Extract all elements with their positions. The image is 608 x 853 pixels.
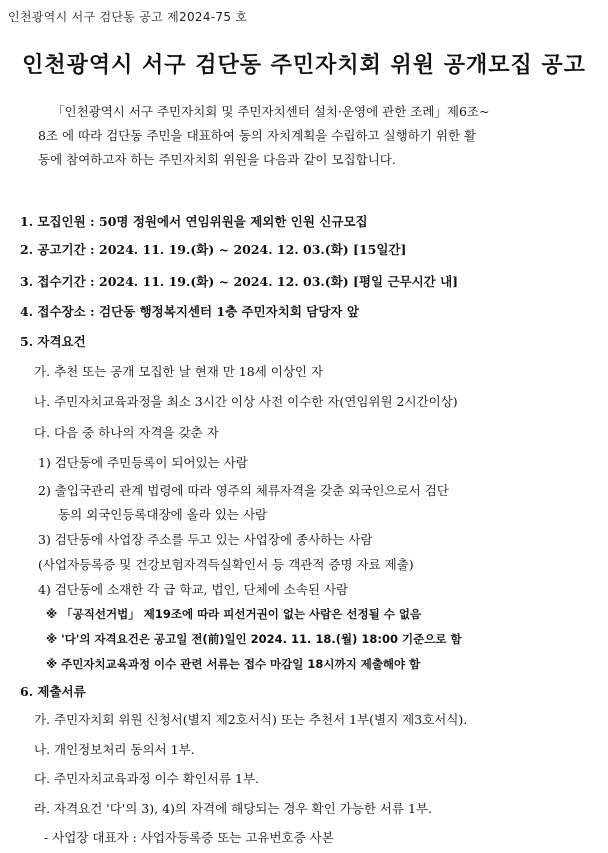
qualification-da-4: 4) 검단동에 소재한 각 급 학교, 법인, 단체에 소속된 사람	[38, 582, 349, 597]
note-criteria-date: ※ '다'의 자격요건은 공고일 전(前)일인 2024. 11. 18.(월) 18:00 기준으로 함	[46, 632, 462, 646]
qualification-da: 다. 다음 중 하나의 자격을 갖춘 자	[34, 425, 219, 440]
intro-paragraph	[38, 100, 580, 172]
qualification-da-3-note: (사업자등록증 및 건강보험자격득실확인서 등 객관적 증명 자료 제출)	[38, 557, 414, 572]
document-ga: 가. 주민자치회 위원 신청서(별지 제2호서식) 또는 추천서 1부(별지 제3호서식).	[34, 712, 468, 727]
qualification-da-2-cont: 동의 외국인등록대장에 올라 있는 사람	[58, 507, 268, 522]
note-education-deadline: ※ 주민자치교육과정 이수 관련 서류는 접수 마감일 18시까지 제출해야 함	[46, 657, 421, 671]
qualification-ga: 가. 추천 또는 공개 모집한 날 현재 만 18세 이상인 자	[34, 364, 324, 379]
item-notice-period: 2. 공고기간 : 2024. 11. 19.(화) ~ 2024. 12. 03.(화) [15일간]	[20, 242, 407, 257]
notice-number: 인천광역시 서구 검단동 공고 제2024-75 호	[8, 10, 248, 24]
intro-line: 동에 참여하고자 하는 주민자치회 위원을 다음과 같이 모집합니다.	[38, 152, 396, 167]
document-na: 나. 개인정보처리 동의서 1부.	[34, 742, 195, 757]
item-required-documents: 6. 제출서류	[20, 684, 86, 699]
qualification-da-2: 2) 출입국관리 관계 법령에 따라 영주의 체류자격을 갖춘 외국인으로서 검단	[38, 483, 449, 498]
note-election-law: ※ 「공직선거법」 제19조에 따라 피선거권이 없는 사람은 선정될 수 없음	[46, 607, 422, 621]
intro-line: 「인천광역시 서구 주민자치회 및 주민자치센터 설치·운영에 관한 조례」제6조~	[52, 104, 490, 119]
item-application-place: 4. 접수장소 : 검단동 행정복지센터 1층 주민자치회 담당자 앞	[20, 304, 359, 319]
intro-line: 8조 에 따라 검단동 주민을 대표하여 동의 자치계획을 수립하고 실행하기 위한 활	[38, 128, 477, 143]
page-title: 인천광역시 서구 검단동 주민자치회 위원 공개모집 공고	[22, 53, 586, 78]
item-qualifications: 5. 자격요건	[20, 334, 86, 349]
document-ra: 라. 자격요건 '다'의 3), 4)의 자격에 해당되는 경우 확인 가능한 서류 1부.	[34, 801, 432, 816]
document-da: 다. 주민자치교육과정 이수 확인서류 1부.	[34, 771, 259, 786]
qualification-da-1: 1) 검단동에 주민등록이 되어있는 사람	[38, 455, 248, 470]
item-application-period: 3. 접수기간 : 2024. 11. 19.(화) ~ 2024. 12. 03.(화) [평일 근무시간 내]	[20, 274, 459, 289]
item-recruit-count: 1. 모집인원 : 50명 정원에서 연임위원을 제외한 인원 신규모집	[20, 214, 368, 229]
qualification-na: 나. 주민자치교육과정을 최소 3시간 이상 사전 이수한 자(연임위원 2시간이상)	[34, 394, 458, 409]
qualification-da-3: 3) 검단동에 사업장 주소를 두고 있는 사업장에 종사하는 사람	[38, 532, 373, 547]
document-ra-business-owner: - 사업장 대표자 : 사업자등록증 또는 고유번호증 사본	[44, 830, 334, 845]
